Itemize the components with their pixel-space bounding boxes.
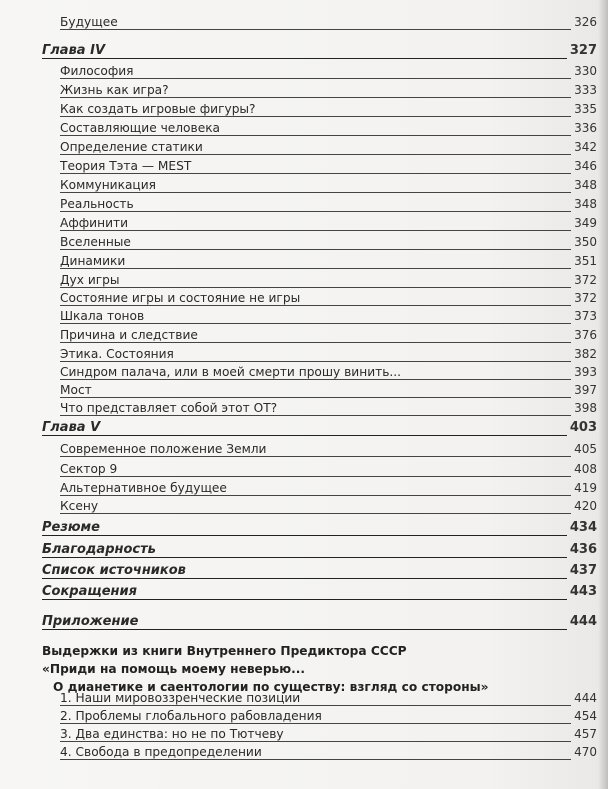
toc-entry-title: Жизнь как игра? [60,83,169,97]
toc-leader-line [60,397,571,398]
toc-entry [0,480,608,498]
toc-entry [0,215,608,233]
toc-entry-page-number: 326 [574,15,597,29]
toc-entry-title: Резюме [42,520,100,535]
toc-entry-page-number: 372 [574,273,597,287]
toc-entry [0,726,608,744]
toc-entry-page-number: 330 [574,64,597,78]
toc-entry-page-number: 346 [574,159,597,173]
toc-entry [0,498,608,516]
toc-entry [0,400,608,418]
toc-entry-page-number: 350 [574,235,597,249]
toc-entry [0,14,608,32]
toc-entry-title: Состояние игры и состояние не игры [60,291,301,305]
toc-entry-page-number: 419 [574,481,597,495]
toc-entry-title: Дух игры [60,273,120,287]
toc-entry-title: Список источников [42,563,186,578]
toc-entry [0,308,608,326]
toc-chapter-entry [0,614,608,632]
toc-entry-title: Сокращения [42,584,137,599]
toc-entry-page-number: 470 [574,745,597,759]
toc-entry-title: Что представляет собой этот ОТ? [60,401,278,415]
toc-entry-page-number: 405 [574,442,597,456]
toc-entry-title: Реальность [60,197,134,211]
toc-entry-title: Теория Тэта — MEST [60,159,192,173]
toc-entry-page-number: 444 [574,691,597,705]
toc-entry [0,139,608,157]
toc-entry [0,120,608,138]
toc-entry-page-number: 373 [574,309,597,323]
toc-entry-title: Шкала тонов [60,309,145,323]
toc-entry-title: Динамики [60,254,126,268]
toc-chapter-entry [0,420,608,438]
toc-entry-page-number: 408 [574,462,597,476]
toc-entry-page-number: 349 [574,216,597,230]
toc-entry-page-number: 397 [574,383,597,397]
toc-entry-page-number: 348 [574,197,597,211]
toc-entry [0,177,608,195]
toc-leader-line [60,230,571,231]
toc-entry [0,63,608,81]
toc-entry [0,708,608,726]
toc-entry-title: 2. Проблемы глобального рабовладения [60,709,322,723]
toc-entry-title: Аффинити [60,216,129,230]
toc-entry [0,461,608,479]
toc-leader-line [60,513,571,514]
toc-entry [0,158,608,176]
toc-entry-page-number: 333 [574,83,597,97]
toc-entry-title: Философия [60,64,134,78]
toc-entry-page-number: 336 [574,121,597,135]
toc-entry-page-number: 457 [574,727,597,741]
toc-entry-title: Коммуникация [60,178,156,192]
toc-entry-title: Сектор 9 [60,462,118,476]
toc-entry-title: Ксену [60,499,99,513]
toc-entry-page-number: 376 [574,328,597,342]
toc-entry-title: Будущее [60,15,118,29]
toc-leader-line [42,435,567,436]
toc-entry-title: Благодарность [42,542,156,557]
toc-leader-line [60,211,571,212]
toc-entry-title: Составляющие человека [60,121,221,135]
toc-entry-title: Современное положение Земли [60,442,267,456]
toc-entry-page-number: 351 [574,254,597,268]
toc-entry-page-number: 420 [574,499,597,513]
toc-entry [0,744,608,762]
toc-entry-page-number: 454 [574,709,597,723]
toc-entry-page-number: 342 [574,140,597,154]
toc-entry [0,441,608,459]
toc-entry [0,234,608,252]
toc-entry-title: Причина и следствие [60,328,198,342]
toc-entry-title: Как создать игровые фигуры? [60,102,256,116]
toc-entry-page-number: 393 [574,365,597,379]
toc-entry-title: 4. Свобода в предопределении [60,745,262,759]
toc-entry-title: Глава V [42,420,101,435]
toc-entry-page-number: 348 [574,178,597,192]
toc-entry [0,690,608,708]
toc-entry-title: Вселенные [60,235,131,249]
toc-chapter-entry [0,43,608,61]
toc-entry [0,253,608,271]
toc-entry-page-number: 436 [569,542,597,557]
toc-leader-line [60,268,571,269]
toc-entry-title: Мост [60,383,92,397]
toc-entry-page-number: 335 [574,102,597,116]
toc-chapter-entry [0,584,608,602]
toc-leader-line [42,535,567,536]
toc-entry [0,272,608,290]
toc-entry-page-number: 437 [569,563,597,578]
toc-entry [0,101,608,119]
toc-entry-title: Определение статики [60,140,203,154]
toc-entry [0,82,608,100]
toc-entry-page-number: 434 [569,520,597,535]
toc-chapter-entry [0,520,608,538]
toc-leader-line [60,476,571,477]
toc-entry-page-number: 443 [569,584,597,599]
toc-entry [0,290,608,308]
toc-entry [0,327,608,345]
toc-entry-page-number: 327 [569,43,597,58]
toc-entry-title: Приложение [42,614,139,629]
toc-entry [0,346,608,364]
toc-entry-title: 3. Два единства: но не по Тютчеву [60,727,284,741]
toc-entry-title: Альтернативное будущее [60,481,227,495]
toc-leader-line [60,78,571,79]
toc-entry [0,382,608,400]
toc-chapter-entry [0,542,608,560]
toc-leader-line [60,287,571,288]
toc-entry [0,196,608,214]
appendix-heading-line-1: Выдержки из книги Внутреннего Предиктора СССР [42,644,407,658]
toc-entry-title: Глава IV [42,43,106,58]
toc-leader-line [60,249,571,250]
toc-entry-title: Этика. Состояния [60,347,174,361]
appendix-heading-line-2: «Приди на помощь моему неверью... [42,662,305,676]
appendix-heading-line-3: О дианетике и саентологии по существу: взгляд со стороны» [53,680,489,694]
toc-entry [0,364,608,382]
toc-entry-page-number: 403 [569,420,597,435]
toc-entry-page-number: 372 [574,291,597,305]
toc-entry-title: 1. Наши мировоззренческие позиции [60,691,301,705]
toc-entry-page-number: 444 [569,614,597,629]
toc-leader-line [60,29,571,30]
toc-entry-page-number: 398 [574,401,597,415]
toc-entry-page-number: 382 [574,347,597,361]
toc-chapter-entry [0,563,608,581]
toc-leader-line [42,58,567,59]
toc-entry-title: Синдром палача, или в моей смерти прошу винить... [60,365,402,379]
